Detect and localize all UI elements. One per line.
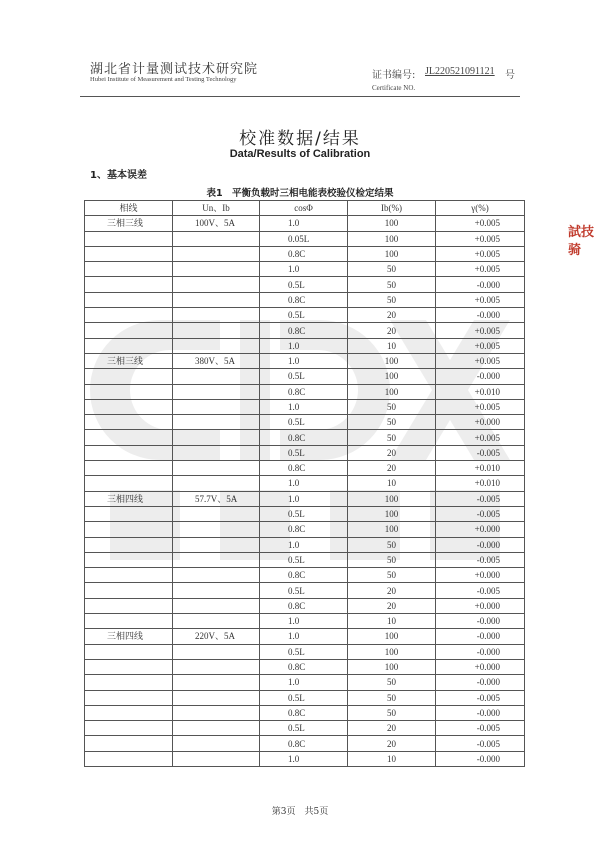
cell-current-percent: 100: [348, 216, 436, 231]
cell-voltage-current: 100V、5A: [173, 216, 260, 231]
cell-voltage-current: [173, 277, 260, 292]
cell-current-percent: 100: [348, 369, 436, 384]
certificate-number: JL220521091121: [425, 66, 495, 77]
cell-current-percent: 100: [348, 353, 436, 368]
cell-current-percent: 100: [348, 246, 436, 261]
cell-error: -0.005: [436, 491, 525, 506]
cell-phase: [85, 522, 173, 537]
cell-error: +0.005: [436, 399, 525, 414]
table-header-row: [85, 201, 525, 216]
cell-power-factor: 0.8C: [260, 323, 348, 338]
cell-error: +0.005: [436, 262, 525, 277]
table-row: [85, 430, 525, 445]
cell-power-factor: 0.8C: [260, 384, 348, 399]
column-header-current-percent: Ib(%): [348, 201, 436, 216]
cell-phase: 三相三线: [85, 216, 173, 231]
table-row: [85, 690, 525, 705]
cell-voltage-current: [173, 644, 260, 659]
cell-current-percent: 20: [348, 445, 436, 460]
cell-current-percent: 50: [348, 552, 436, 567]
cell-voltage-current: [173, 721, 260, 736]
cell-power-factor: 0.5L: [260, 415, 348, 430]
cell-error: -0.005: [436, 583, 525, 598]
header-divider: [80, 96, 520, 97]
cell-power-factor: 1.0: [260, 216, 348, 231]
cell-power-factor: 0.8C: [260, 736, 348, 751]
table-row: [85, 491, 525, 506]
cell-power-factor: 0.5L: [260, 369, 348, 384]
cell-power-factor: 0.5L: [260, 277, 348, 292]
cell-error: +0.010: [436, 476, 525, 491]
cell-phase: [85, 292, 173, 307]
table-row: [85, 721, 525, 736]
cell-phase: [85, 598, 173, 613]
table-row: [85, 216, 525, 231]
cell-current-percent: 10: [348, 476, 436, 491]
cell-phase: [85, 751, 173, 766]
table-row: [85, 736, 525, 751]
cell-voltage-current: [173, 415, 260, 430]
cell-phase: [85, 445, 173, 460]
table-row: [85, 751, 525, 766]
cell-phase: [85, 231, 173, 246]
cell-voltage-current: [173, 246, 260, 261]
svg-text:骑: 骑: [568, 243, 582, 258]
cell-phase: [85, 461, 173, 476]
cell-voltage-current: [173, 369, 260, 384]
page-title-en: Data/Results of Calibration: [229, 148, 371, 160]
cell-voltage-current: [173, 659, 260, 674]
cell-current-percent: 20: [348, 323, 436, 338]
cell-voltage-current: [173, 262, 260, 277]
cell-voltage-current: [173, 292, 260, 307]
cell-voltage-current: [173, 399, 260, 414]
cell-phase: [85, 675, 173, 690]
cell-power-factor: 1.0: [260, 751, 348, 766]
cell-error: -0.005: [436, 690, 525, 705]
table-row: [85, 506, 525, 521]
column-header-error: γ(%): [436, 201, 525, 216]
cell-error: -0.005: [436, 445, 525, 460]
cell-voltage-current: [173, 690, 260, 705]
cell-voltage-current: [173, 430, 260, 445]
cell-error: -0.000: [436, 614, 525, 629]
cell-error: -0.005: [436, 506, 525, 521]
cell-voltage-current: [173, 461, 260, 476]
table-row: [85, 659, 525, 674]
cell-power-factor: 0.5L: [260, 445, 348, 460]
table-row: [85, 231, 525, 246]
cell-power-factor: 0.8C: [260, 659, 348, 674]
cell-error: +0.005: [436, 430, 525, 445]
institute-name-en: Hubei Institute of Measurement and Testing Technology: [90, 76, 237, 83]
cell-error: -0.000: [436, 308, 525, 323]
cell-current-percent: 100: [348, 659, 436, 674]
cell-power-factor: 1.0: [260, 614, 348, 629]
cell-voltage-current: [173, 323, 260, 338]
cell-power-factor: 0.8C: [260, 598, 348, 613]
cell-voltage-current: [173, 598, 260, 613]
cell-current-percent: 10: [348, 614, 436, 629]
cell-phase: [85, 659, 173, 674]
certificate-suffix: 号: [505, 70, 515, 81]
cell-error: +0.005: [436, 323, 525, 338]
table-caption: 表1 平衡负载时三相电能表校验仪检定结果: [206, 188, 394, 199]
column-header-phase: 相线: [85, 201, 173, 216]
cell-error: -0.005: [436, 721, 525, 736]
cell-voltage-current: [173, 751, 260, 766]
cell-phase: [85, 476, 173, 491]
cell-error: +0.005: [436, 292, 525, 307]
cell-current-percent: 50: [348, 537, 436, 552]
cell-error: +0.005: [436, 353, 525, 368]
cell-phase: [85, 338, 173, 353]
cell-current-percent: 50: [348, 415, 436, 430]
cell-power-factor: 1.0: [260, 399, 348, 414]
cell-error: -0.005: [436, 736, 525, 751]
institute-name-cn: 湖北省计量测试技术研究院: [90, 62, 259, 77]
cell-phase: [85, 537, 173, 552]
cell-phase: [85, 583, 173, 598]
cell-power-factor: 1.0: [260, 537, 348, 552]
table-row: [85, 537, 525, 552]
cell-power-factor: 1.0: [260, 353, 348, 368]
cell-power-factor: 1.0: [260, 491, 348, 506]
cell-phase: [85, 430, 173, 445]
cell-voltage-current: [173, 537, 260, 552]
cell-phase: [85, 705, 173, 720]
cell-current-percent: 20: [348, 308, 436, 323]
cell-voltage-current: [173, 476, 260, 491]
cell-current-percent: 10: [348, 751, 436, 766]
cell-phase: 三相三线: [85, 353, 173, 368]
cell-voltage-current: 380V、5A: [173, 353, 260, 368]
section-heading: 1、基本误差: [90, 170, 147, 181]
cell-error: +0.000: [436, 568, 525, 583]
table-row: [85, 598, 525, 613]
cell-phase: [85, 323, 173, 338]
cell-error: +0.010: [436, 384, 525, 399]
certificate-label: 证书编号:: [372, 70, 416, 81]
cell-voltage-current: 220V、5A: [173, 629, 260, 644]
cell-phase: [85, 262, 173, 277]
cell-voltage-current: [173, 675, 260, 690]
cell-current-percent: 50: [348, 430, 436, 445]
cell-phase: [85, 506, 173, 521]
cell-voltage-current: [173, 445, 260, 460]
cell-power-factor: 0.8C: [260, 568, 348, 583]
cell-error: -0.000: [436, 644, 525, 659]
table-row: [85, 308, 525, 323]
cell-power-factor: 0.8C: [260, 246, 348, 261]
table-row: [85, 399, 525, 414]
table-row: [85, 338, 525, 353]
cell-power-factor: 1.0: [260, 476, 348, 491]
cell-current-percent: 50: [348, 262, 436, 277]
table-row: [85, 552, 525, 567]
table-row: [85, 629, 525, 644]
table-row: [85, 445, 525, 460]
cell-current-percent: 100: [348, 506, 436, 521]
cell-voltage-current: [173, 522, 260, 537]
cell-current-percent: 100: [348, 629, 436, 644]
table-row: [85, 705, 525, 720]
cell-current-percent: 50: [348, 705, 436, 720]
cell-power-factor: 0.8C: [260, 292, 348, 307]
cell-phase: [85, 415, 173, 430]
cell-voltage-current: [173, 614, 260, 629]
cell-power-factor: 1.0: [260, 629, 348, 644]
cell-voltage-current: [173, 705, 260, 720]
cell-voltage-current: [173, 384, 260, 399]
cell-phase: [85, 277, 173, 292]
cell-power-factor: 1.0: [260, 675, 348, 690]
table-row: [85, 568, 525, 583]
table-row: [85, 675, 525, 690]
table-row: [85, 369, 525, 384]
cell-error: -0.000: [436, 537, 525, 552]
cell-phase: [85, 399, 173, 414]
cell-voltage-current: [173, 568, 260, 583]
cell-phase: 三相四线: [85, 491, 173, 506]
cell-power-factor: 0.8C: [260, 522, 348, 537]
cell-phase: 三相四线: [85, 629, 173, 644]
table-row: [85, 614, 525, 629]
table-row: [85, 415, 525, 430]
cell-error: +0.010: [436, 461, 525, 476]
cell-current-percent: 20: [348, 461, 436, 476]
cell-current-percent: 20: [348, 721, 436, 736]
cell-phase: [85, 614, 173, 629]
cell-voltage-current: [173, 231, 260, 246]
table-row: [85, 384, 525, 399]
page-number: 第3页 共5页: [271, 807, 329, 817]
cell-error: -0.000: [436, 751, 525, 766]
table-row: [85, 522, 525, 537]
cell-error: +0.000: [436, 415, 525, 430]
cell-voltage-current: [173, 506, 260, 521]
cell-power-factor: 0.05L: [260, 231, 348, 246]
cell-current-percent: 100: [348, 522, 436, 537]
cell-error: +0.005: [436, 231, 525, 246]
cell-error: -0.000: [436, 675, 525, 690]
table-row: [85, 277, 525, 292]
cell-power-factor: 0.5L: [260, 506, 348, 521]
cell-power-factor: 0.5L: [260, 308, 348, 323]
cell-power-factor: 0.8C: [260, 430, 348, 445]
cell-voltage-current: [173, 736, 260, 751]
table-row: [85, 476, 525, 491]
cell-phase: [85, 552, 173, 567]
cell-current-percent: 100: [348, 384, 436, 399]
table-row: [85, 323, 525, 338]
cell-error: +0.000: [436, 522, 525, 537]
cell-phase: [85, 690, 173, 705]
cell-phase: [85, 721, 173, 736]
cell-error: -0.000: [436, 277, 525, 292]
cell-voltage-current: [173, 552, 260, 567]
calibration-results-table: [84, 200, 525, 767]
cell-power-factor: 0.8C: [260, 461, 348, 476]
table-row: [85, 262, 525, 277]
cell-error: +0.005: [436, 338, 525, 353]
table-row: [85, 353, 525, 368]
table-row: [85, 292, 525, 307]
cell-power-factor: 0.5L: [260, 583, 348, 598]
cell-power-factor: 0.5L: [260, 644, 348, 659]
cell-current-percent: 100: [348, 644, 436, 659]
cell-current-percent: 50: [348, 399, 436, 414]
table-row: [85, 461, 525, 476]
cell-current-percent: 100: [348, 491, 436, 506]
cell-power-factor: 0.8C: [260, 705, 348, 720]
cell-error: -0.000: [436, 629, 525, 644]
page-title-cn: 校准数据/结果: [239, 129, 361, 149]
cell-power-factor: 0.5L: [260, 552, 348, 567]
cell-phase: [85, 568, 173, 583]
cell-current-percent: 50: [348, 568, 436, 583]
cell-voltage-current: 57.7V、5A: [173, 491, 260, 506]
cell-error: +0.005: [436, 216, 525, 231]
cell-error: +0.000: [436, 659, 525, 674]
cell-current-percent: 50: [348, 675, 436, 690]
svg-text:試技: 試技: [568, 225, 595, 240]
cell-current-percent: 20: [348, 736, 436, 751]
cell-phase: [85, 308, 173, 323]
table-row: [85, 644, 525, 659]
cell-current-percent: 20: [348, 583, 436, 598]
cell-voltage-current: [173, 583, 260, 598]
cell-phase: [85, 384, 173, 399]
cell-current-percent: 50: [348, 277, 436, 292]
cell-phase: [85, 369, 173, 384]
cell-current-percent: 50: [348, 292, 436, 307]
column-header-voltage-current: Un、Ib: [173, 201, 260, 216]
cell-phase: [85, 736, 173, 751]
cell-power-factor: 1.0: [260, 262, 348, 277]
table-row: [85, 583, 525, 598]
cell-voltage-current: [173, 338, 260, 353]
cell-phase: [85, 246, 173, 261]
cell-phase: [85, 644, 173, 659]
cell-current-percent: 10: [348, 338, 436, 353]
cell-error: -0.000: [436, 705, 525, 720]
cell-power-factor: 0.5L: [260, 721, 348, 736]
cell-current-percent: 100: [348, 231, 436, 246]
certificate-label-en: Certificate NO.: [372, 84, 416, 92]
column-header-power-factor: cosΦ: [260, 201, 348, 216]
cell-error: -0.000: [436, 369, 525, 384]
cell-voltage-current: [173, 308, 260, 323]
cell-error: +0.005: [436, 246, 525, 261]
cell-error: +0.000: [436, 598, 525, 613]
table-row: [85, 246, 525, 261]
cell-current-percent: 50: [348, 690, 436, 705]
cell-current-percent: 20: [348, 598, 436, 613]
cell-power-factor: 0.5L: [260, 690, 348, 705]
cell-error: -0.005: [436, 552, 525, 567]
seal-stamp: [566, 220, 600, 260]
cell-power-factor: 1.0: [260, 338, 348, 353]
